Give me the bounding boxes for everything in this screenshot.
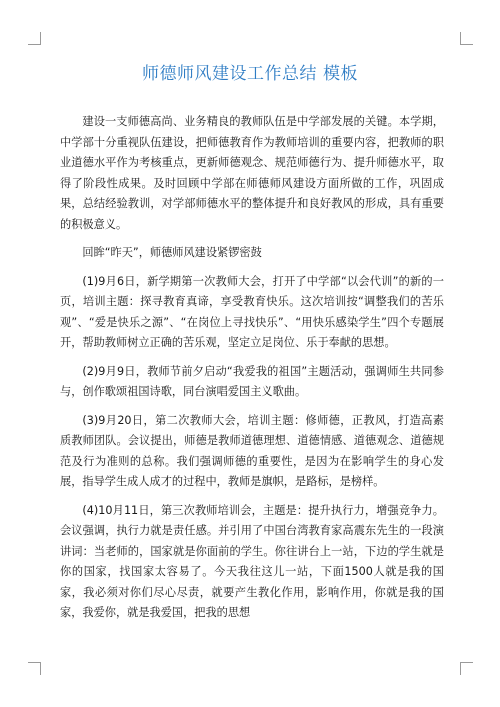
item-paragraph-2: (2)9月9日，教师节前夕启动“我爱我的祖国”主题活动，强调师生共同参与，创作歌颂祖国诗歌，同台演唱爱国主义歌曲。 [60,364,444,398]
document-body [60,112,444,632]
item-paragraph-4: (4)10月11日，第三次教师培训会，主题是：提升执行力，增强竞争力。会议强调，执行力就是责任感。并引用了中国台湾教育家高震东先生的一段演讲词：当老师的，国家就是你面前的学生。你往讲台上一站，下边的学生就是你的国家，找国家太容易了。今天我往这儿一站，下面1500人就是我的国家，我必须对你们尽心尽责，就要产生教化作用，影响作用，你就是我的国家，我爱你，就是我爱国，把我的思想 [60,503,444,619]
crop-mark-top-right [460,32,473,45]
crop-mark-bottom-right [460,662,473,675]
crop-mark-bottom-left [28,662,41,675]
intro-paragraph: 建设一支师德高尚、业务精良的教师队伍是中学部发展的关键。本学期，中学部十分重视队伍建设，把师德教育作为教师培训的重要内容，把教师的职业道德水平作为考核重点，更新师德观念、规范师德行为、提升师德水平，取得了阶段性成果。及时回顾中学部在师德师风建设方面所做的工作，巩固成果，总结经验教训，对学部师德水平的整体提升和良好教风的形成，具有重要的积极意义。 [60,115,444,231]
item-paragraph-3: (3)9月20日，第二次教师大会，培训主题：修师德，正教风，打造高素质教师团队。会议提出，师德是教师道德理想、道德情感、道德观念、道德规范及行为准则的总称。我们强调师德的重要性，是因为在影响学生的身心发展，指导学生成人成才的过程中，教师是旗帜，是路标，是榜样。 [60,413,444,488]
section-heading: 回眸“昨天”，师德师风建设紧锣密鼓 [82,246,262,259]
item-paragraph-1: (1)9月6日，新学期第一次教师大会，打开了中学部“以会代训”的新的一页，培训主题：探寻教育真谛，享受教育快乐。这次培训按“调整我们的苦乐观”、“爱是快乐之源”、“在岗位上寻找快乐”、“用快乐感染学生”四个专题展开，帮助教师树立正确的苦乐观，坚定立足岗位、乐于奉献的思想。 [60,274,444,349]
document-title: 师德师风建设工作总结 模板 [142,64,358,84]
crop-mark-top-left [28,32,41,45]
